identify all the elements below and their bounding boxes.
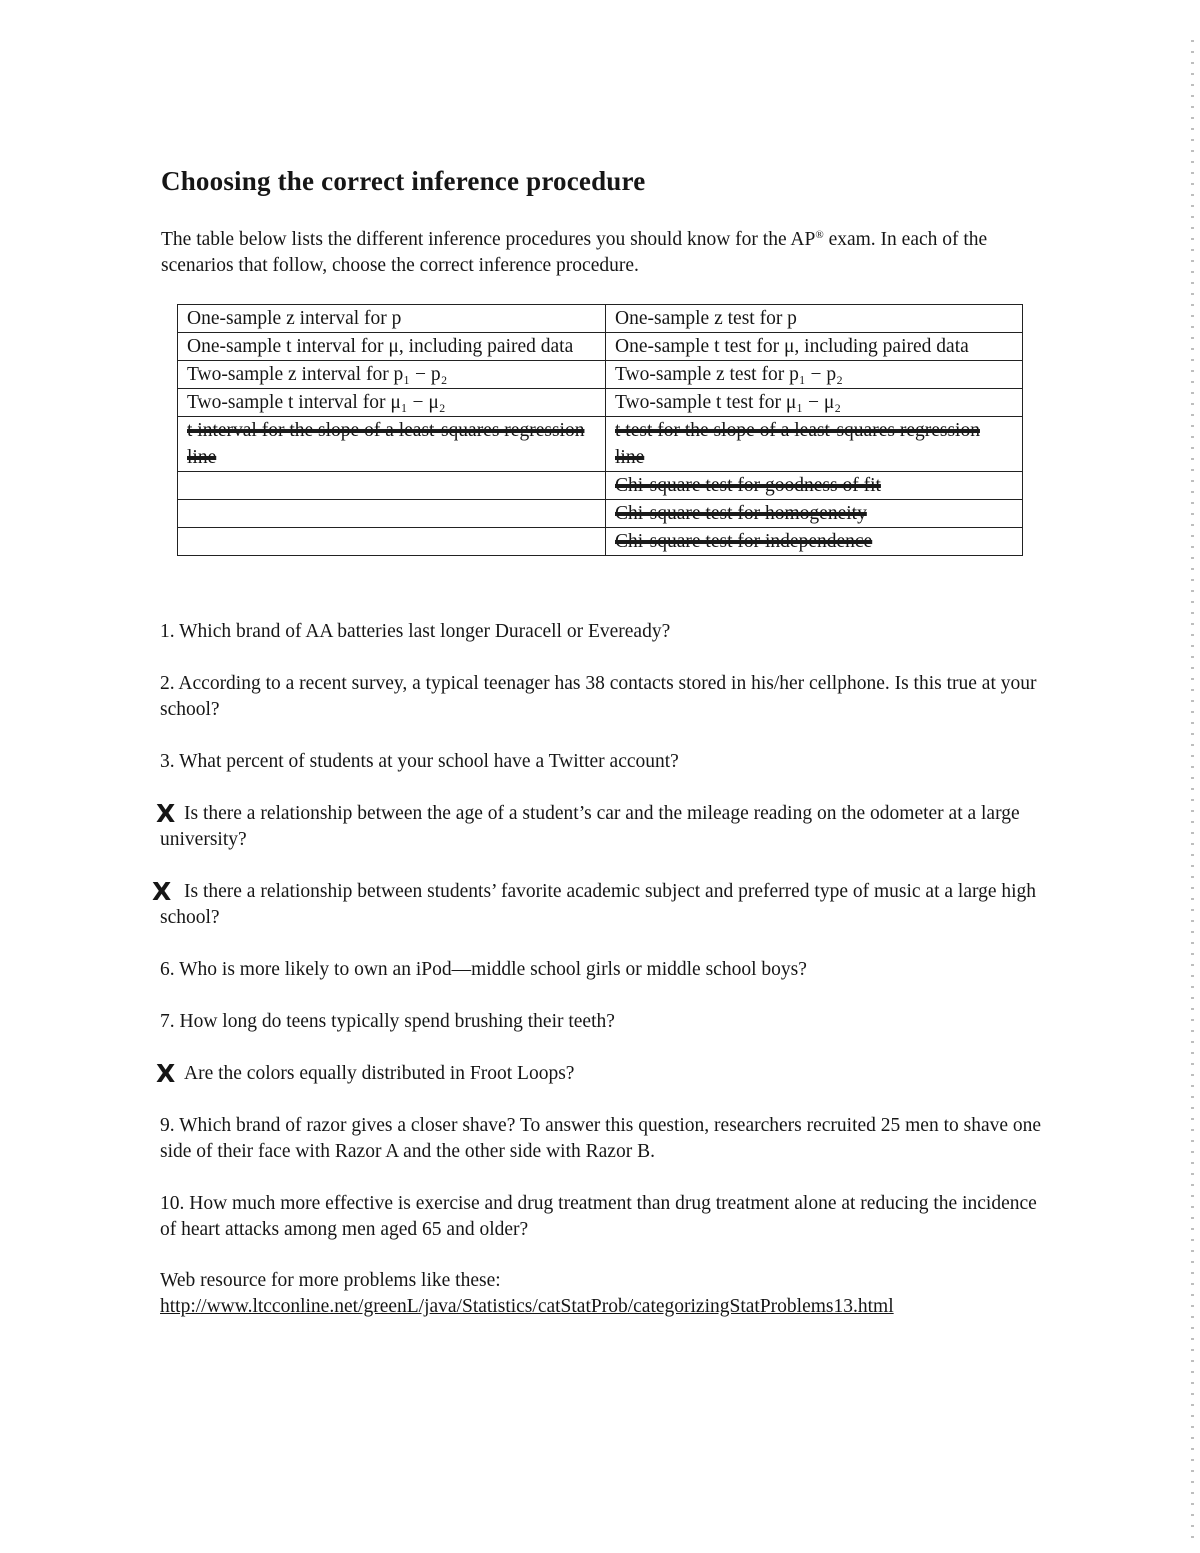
scan-edge-dots [1191, 40, 1194, 1540]
intro-paragraph [161, 227, 1041, 279]
table-cell: Two-sample t interval for μ₁ − μ₂ [178, 389, 606, 417]
registered-mark: ® [815, 229, 824, 241]
question-1: 1. Which brand of AA batteries last longer Duracell or Eveready? [160, 621, 671, 642]
table-cell [178, 500, 606, 528]
struck-text: t interval for the slope of a least-squares regression line [187, 420, 585, 468]
web-resource-link[interactable]: http://www.ltcconline.net/greenL/java/Statistics/catStatProb/categorizingStatProblems13.html [160, 1296, 894, 1317]
web-resource-label: Web resource for more problems like these: [160, 1270, 501, 1291]
table-cell: Two-sample t test for μ₁ − μ₂ [606, 389, 1023, 417]
question-6: 6. Who is more likely to own an iPod—middle school girls or middle school boys? [160, 959, 807, 980]
struck-text: t test for the slope of a least-squares regression line [615, 420, 980, 468]
table-cell: Two-sample z test for p₁ − p₂ [606, 361, 1023, 389]
question-4: Is there a relationship between the age of a student’s car and the mileage reading on the odometer at a large university? [160, 803, 1020, 850]
question-5: Is there a relationship between students’ favorite academic subject and preferred type of music at a large high school? [160, 881, 1037, 928]
handwritten-x-mark: X [156, 799, 176, 828]
table-row [178, 472, 1023, 500]
table-cell [178, 528, 606, 556]
table-cell: One-sample z test for p [606, 305, 1023, 333]
table-row [178, 305, 1023, 333]
table-cell: One-sample t test for μ, including paired data [606, 333, 1023, 361]
intro-text: The table below lists the different inference procedures you should know for the AP [161, 229, 816, 250]
table-cell [178, 417, 606, 472]
web-resource [160, 1268, 894, 1320]
table-cell [178, 472, 606, 500]
table-cell: One-sample t interval for μ, including paired data [178, 333, 606, 361]
intro-text-continued: exam. In each of the scenarios that follow, choose the correct inference procedure. [161, 229, 988, 276]
table-cell: One-sample z interval for p [178, 305, 606, 333]
table-cell [606, 472, 1023, 500]
table-row [178, 361, 1023, 389]
question-7: 7. How long do teens typically spend brushing their teeth? [160, 1011, 615, 1032]
question-3: 3. What percent of students at your school have a Twitter account? [160, 751, 679, 772]
struck-text: Chi-square test for independence [615, 531, 873, 552]
handwritten-x-mark: X [156, 1059, 176, 1088]
struck-text: Chi-square test for goodness of fit [615, 475, 881, 496]
table-cell [606, 500, 1023, 528]
question-8: Are the colors equally distributed in Froot Loops? [184, 1063, 575, 1084]
table-row [178, 389, 1023, 417]
question-9: 9. Which brand of razor gives a closer shave? To answer this question, researchers recruited 25 men to shave one side of their face with Razor A and the other side with Razor B. [160, 1115, 1042, 1162]
struck-text: Chi-square test for homogeneity [615, 503, 867, 524]
table-row [178, 528, 1023, 556]
table-cell [606, 528, 1023, 556]
table-cell: Two-sample z interval for p₁ − p₂ [178, 361, 606, 389]
table-row [178, 500, 1023, 528]
question-10: 10. How much more effective is exercise and drug treatment than drug treatment alone at reducing the incidence of heart attacks among men aged 65 and older? [160, 1193, 1037, 1240]
question-2: 2. According to a recent survey, a typical teenager has 38 contacts stored in his/her cellphone. Is this true at your school? [160, 673, 1037, 720]
handwritten-x-mark: X [152, 877, 172, 906]
table-cell [606, 417, 1023, 472]
table-row [178, 333, 1023, 361]
inference-procedures-table [177, 304, 1023, 556]
table-row [178, 417, 1023, 472]
page-title: Choosing the correct inference procedure [161, 166, 646, 196]
